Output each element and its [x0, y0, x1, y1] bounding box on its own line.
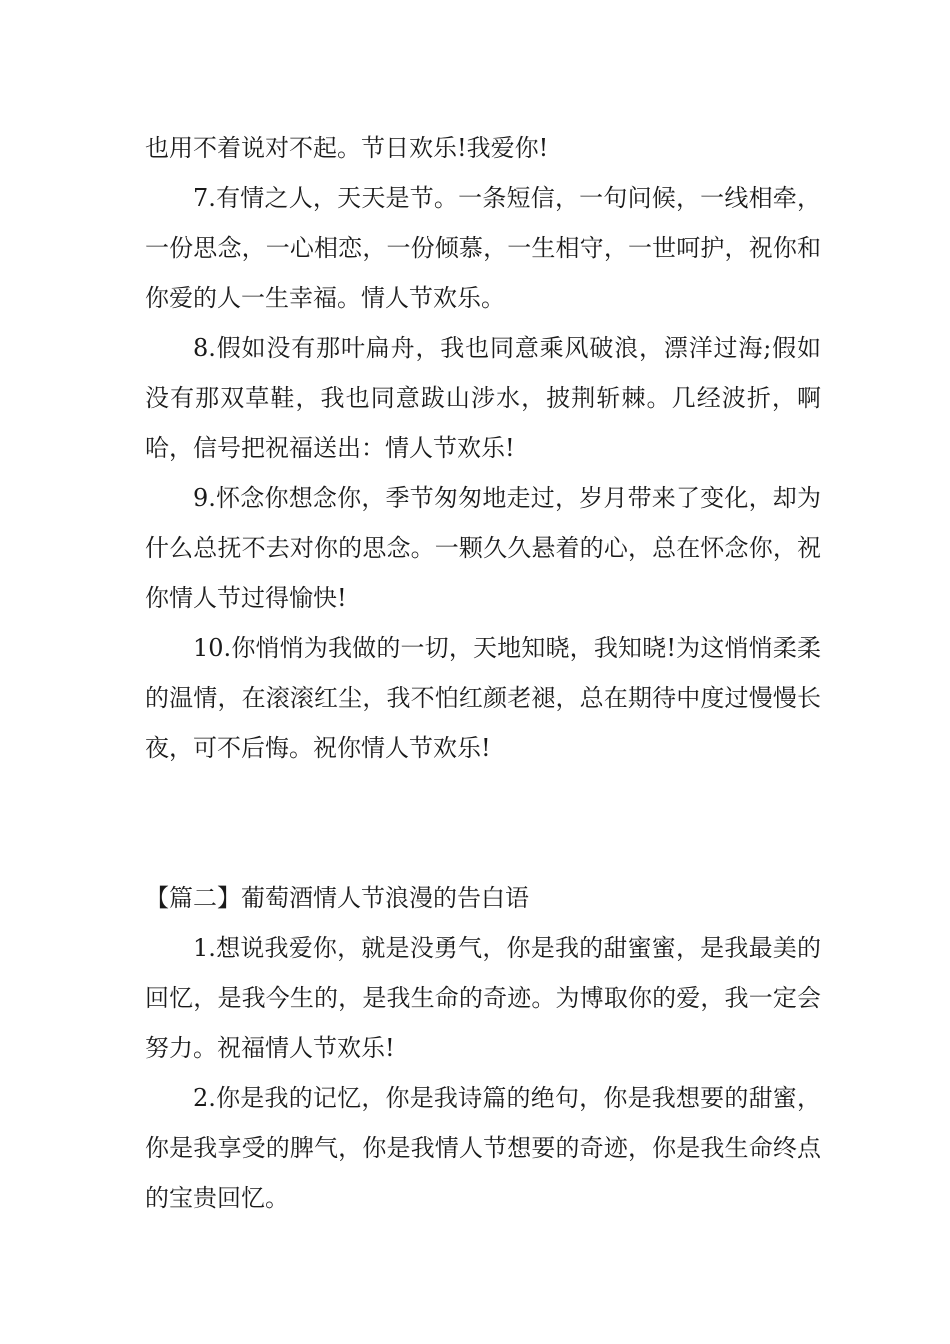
document-page	[145, 123, 821, 1223]
list-item: 8.假如没有那叶扁舟，我也同意乘风破浪，漂洋过海;假如没有那双草鞋，我也同意跋山涉水，披荆斩棘。几经波折，啊哈，信号把祝福送出：情人节欢乐!	[145, 334, 821, 462]
list-item: 2.你是我的记忆，你是我诗篇的绝句，你是我想要的甜蜜，你是我享受的脾气，你是我情人节想要的奇迹，你是我生命终点的宝贵回忆。	[145, 1084, 821, 1212]
list-item: 9.怀念你想念你，季节匆匆地走过，岁月带来了变化，却为什么总抚不去对你的思念。一颗久久悬着的心，总在怀念你，祝你情人节过得愉快!	[145, 484, 821, 612]
continuation-paragraph: 也用不着说对不起。节日欢乐!我爱你!	[145, 134, 549, 162]
section-heading: 【篇二】葡萄酒情人节浪漫的告白语	[145, 884, 529, 912]
section-gap	[145, 773, 821, 873]
list-item: 10.你悄悄为我做的一切，天地知晓，我知晓!为这悄悄柔柔的温情，在滚滚红尘，我不怕红颜老褪，总在期待中度过慢慢长夜，可不后悔。祝你情人节欢乐!	[145, 634, 821, 762]
list-item: 1.想说我爱你，就是没勇气，你是我的甜蜜蜜，是我最美的回忆，是我今生的，是我生命的奇迹。为博取你的爱，我一定会努力。祝福情人节欢乐!	[145, 934, 821, 1062]
list-item: 7.有情之人，天天是节。一条短信，一句问候，一线相牵，一份思念，一心相恋，一份倾慕，一生相守，一世呵护，祝你和你爱的人一生幸福。情人节欢乐。	[145, 184, 821, 312]
